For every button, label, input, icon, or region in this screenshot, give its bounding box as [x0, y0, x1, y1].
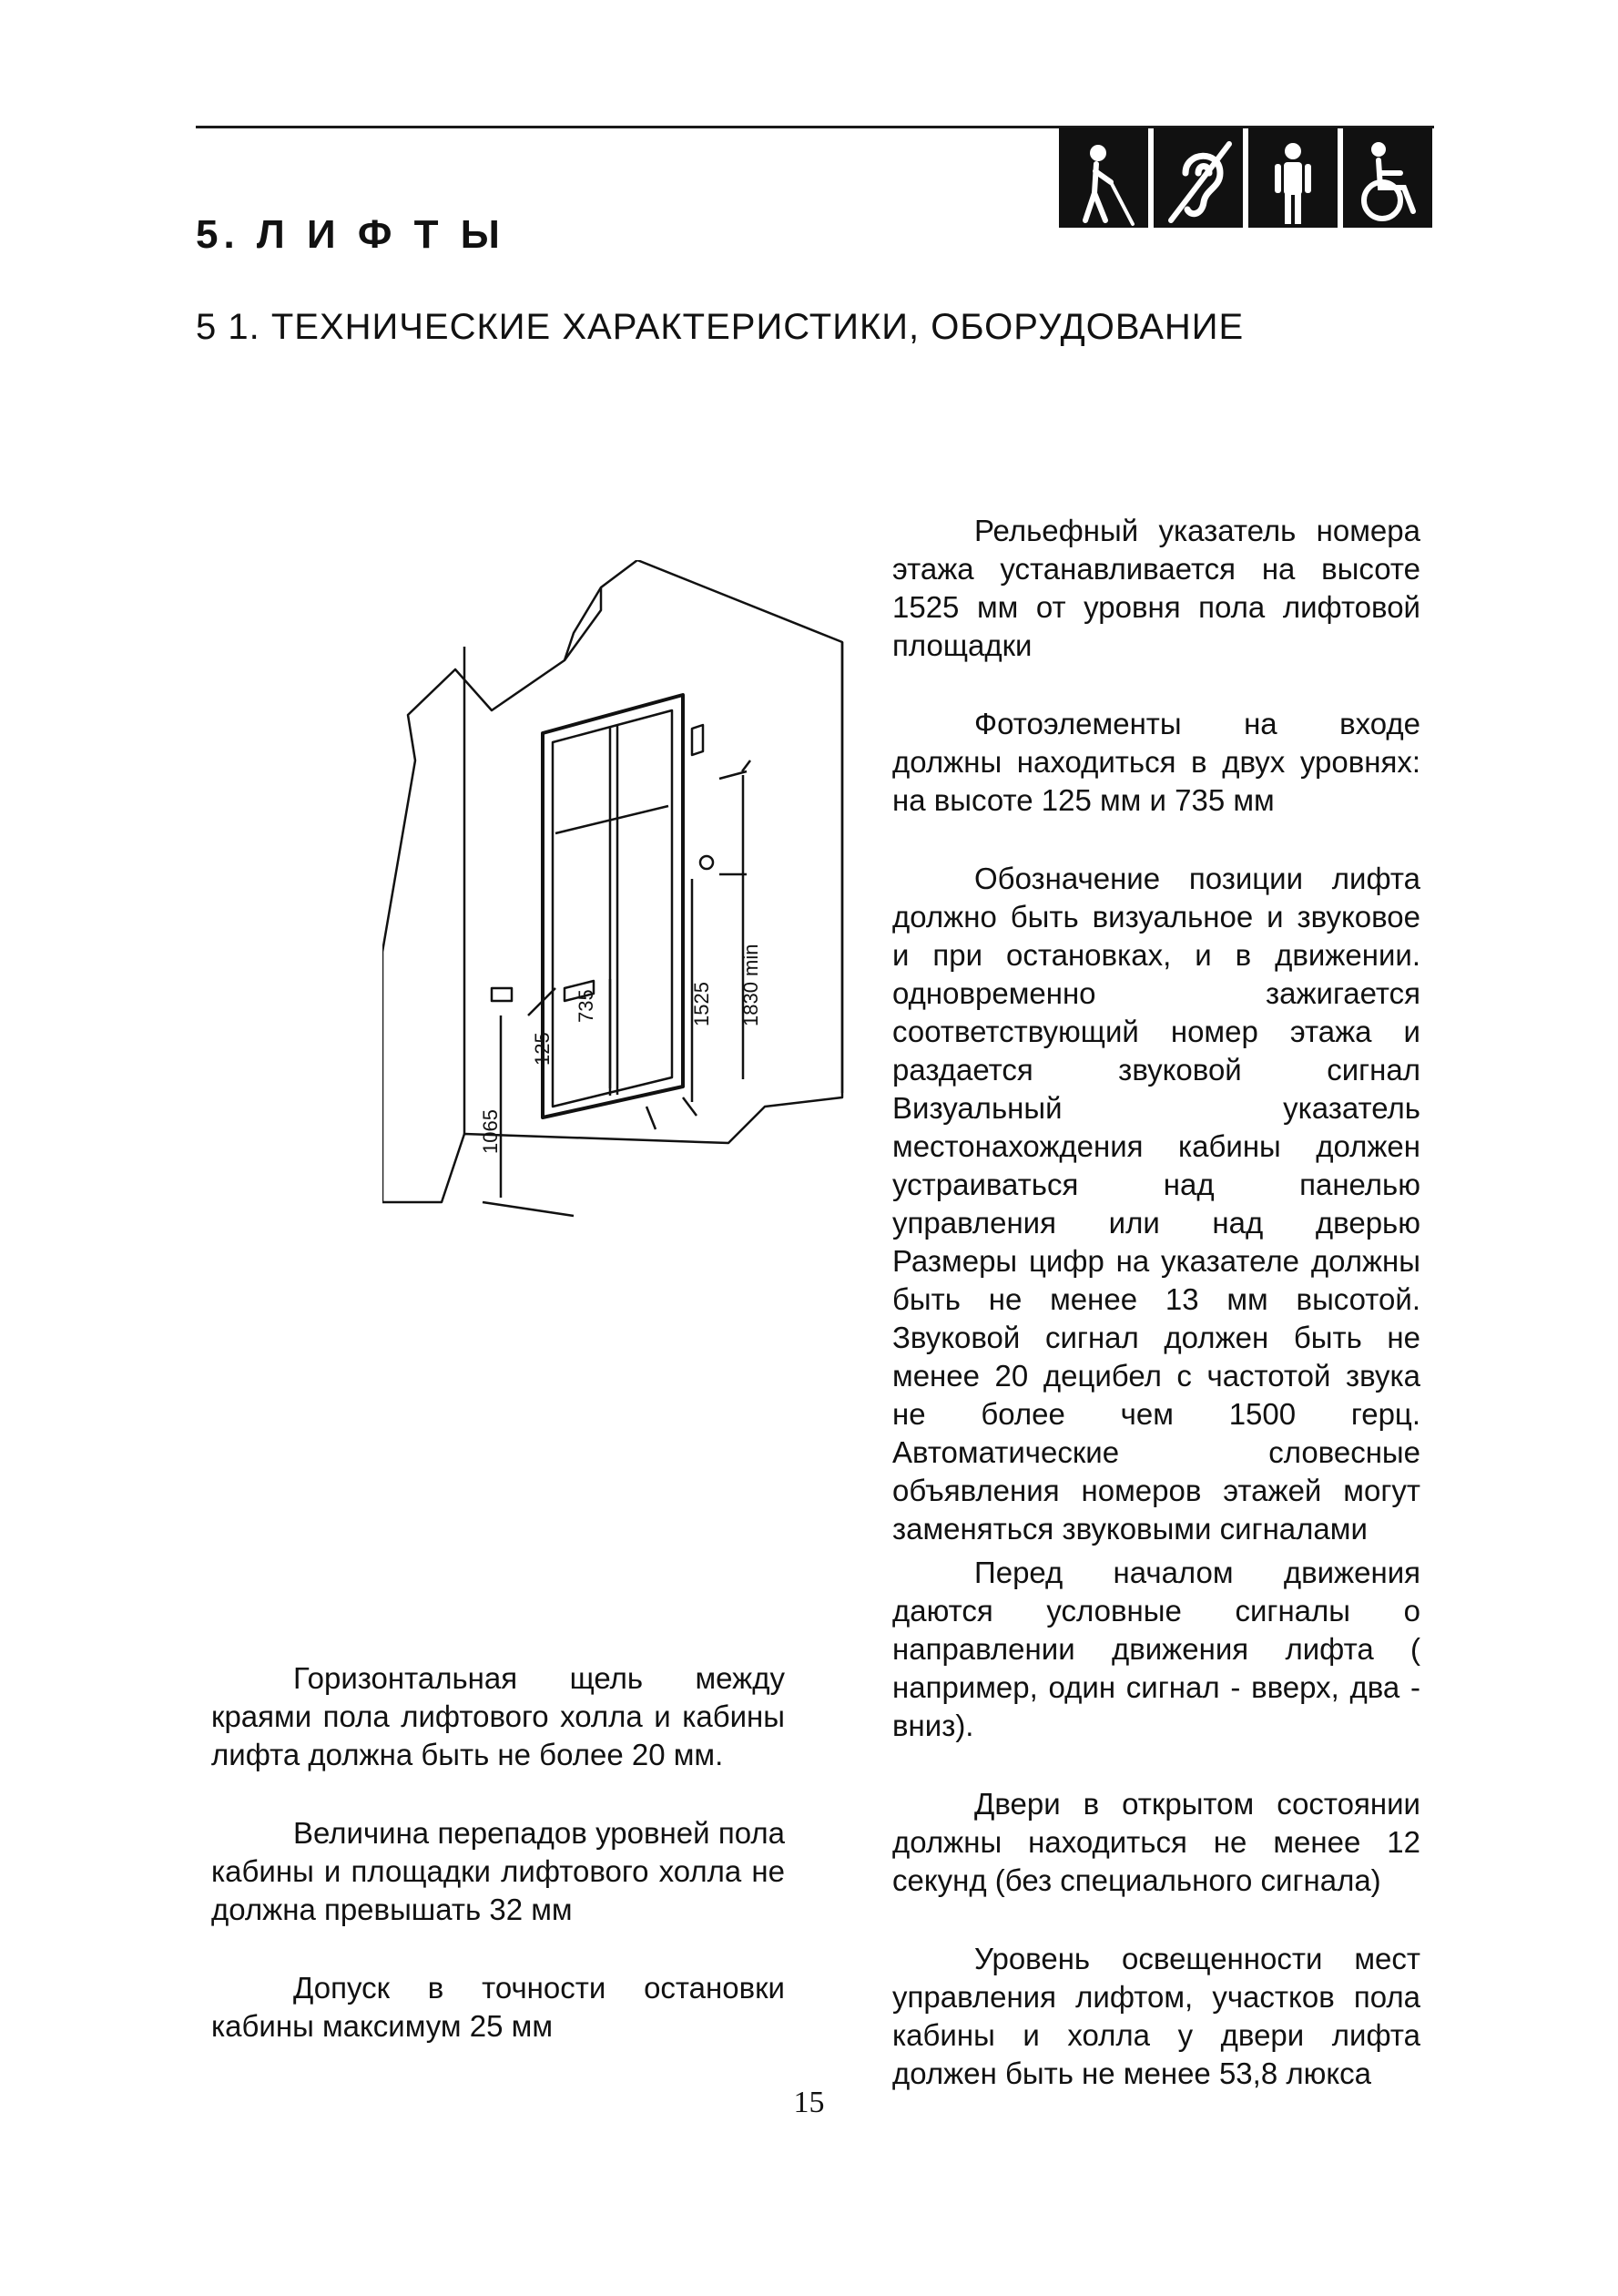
dimension-label-1525: 1525: [690, 982, 713, 1026]
page-number: 15: [793, 2086, 825, 2119]
dimension-label-1830: 1830 min: [739, 944, 762, 1026]
paragraph-horizontal-gap: Горизонтальная щель между краями пола лифтового холла и кабины лифта должна быть не более 20 мм.: [211, 1661, 785, 1771]
wheelchair-icon: [1343, 128, 1432, 228]
paragraph-stopping-accuracy: Допуск в точности остановки кабины максимум 25 мм: [211, 1971, 785, 2043]
dimension-label-735: 735: [575, 989, 597, 1023]
paragraph-photocells: Фотоэлементы на входе должны находиться в двух уровнях: на высоте 125 мм и 735 мм: [892, 707, 1420, 817]
paragraph-door-open-time: Двери в открытом состоянии должны находиться не менее 12 секунд (без специального сигнала): [892, 1787, 1420, 1897]
section-title: 5. Л И Ф Т Ы: [196, 212, 505, 257]
paragraph-direction-signals: Перед началом движения даются условные сигналы о направлении движения лифта ( например, один сигнал - вверх, два - вниз).: [892, 1556, 1420, 1742]
person-standing-icon: [1248, 128, 1338, 228]
paragraph-floor-indicator: Рельефный указатель номера этажа устанавливается на высоте 1525 мм от уровня пола лифтовой площадки: [892, 514, 1420, 662]
paragraph-illumination: Уровень освещенности мест управления лифтом, участков пола кабины и холла у двери лифта должен быть не менее 53,8 люкса: [892, 1942, 1420, 2090]
dimension-label-1065: 1065: [479, 1109, 502, 1154]
right-column-text: [892, 512, 1420, 2093]
paragraph-position-indication: Обозначение позиции лифта должно быть визуальное и звуковое и при остановках, и в движении. одновременно зажигается соответствующий номер этажа и раздается звуковой сигнал Визуальный указатель местонахождения кабины должен устраиваться над панелью управления или над дверью Размеры цифр на указателе должны быть не менее 13 мм высотой. Звуковой сигнал должен быть не менее 20 децибел с частотой звука не более чем 1500 герц. Автоматические словесные объявления номеров этажей могут заменяться звуковыми сигналами: [892, 862, 1420, 1546]
elevator-entrance-figure: [382, 560, 874, 1234]
blind-person-cane-icon: [1059, 128, 1148, 228]
hearing-impaired-ear-icon: [1154, 128, 1243, 228]
paragraph-level-difference: Величина перепадов уровней пола кабины и площадки лифтового холла не должна превышать 32 мм: [211, 1816, 785, 1926]
left-column-text: [211, 1659, 785, 2046]
dimension-label-125: 125: [531, 1032, 554, 1066]
accessibility-icons: [1059, 128, 1432, 228]
subsection-title: 5 1. ТЕХНИЧЕСКИЕ ХАРАКТЕРИСТИКИ, ОБОРУДОВАНИЕ: [196, 307, 1245, 347]
